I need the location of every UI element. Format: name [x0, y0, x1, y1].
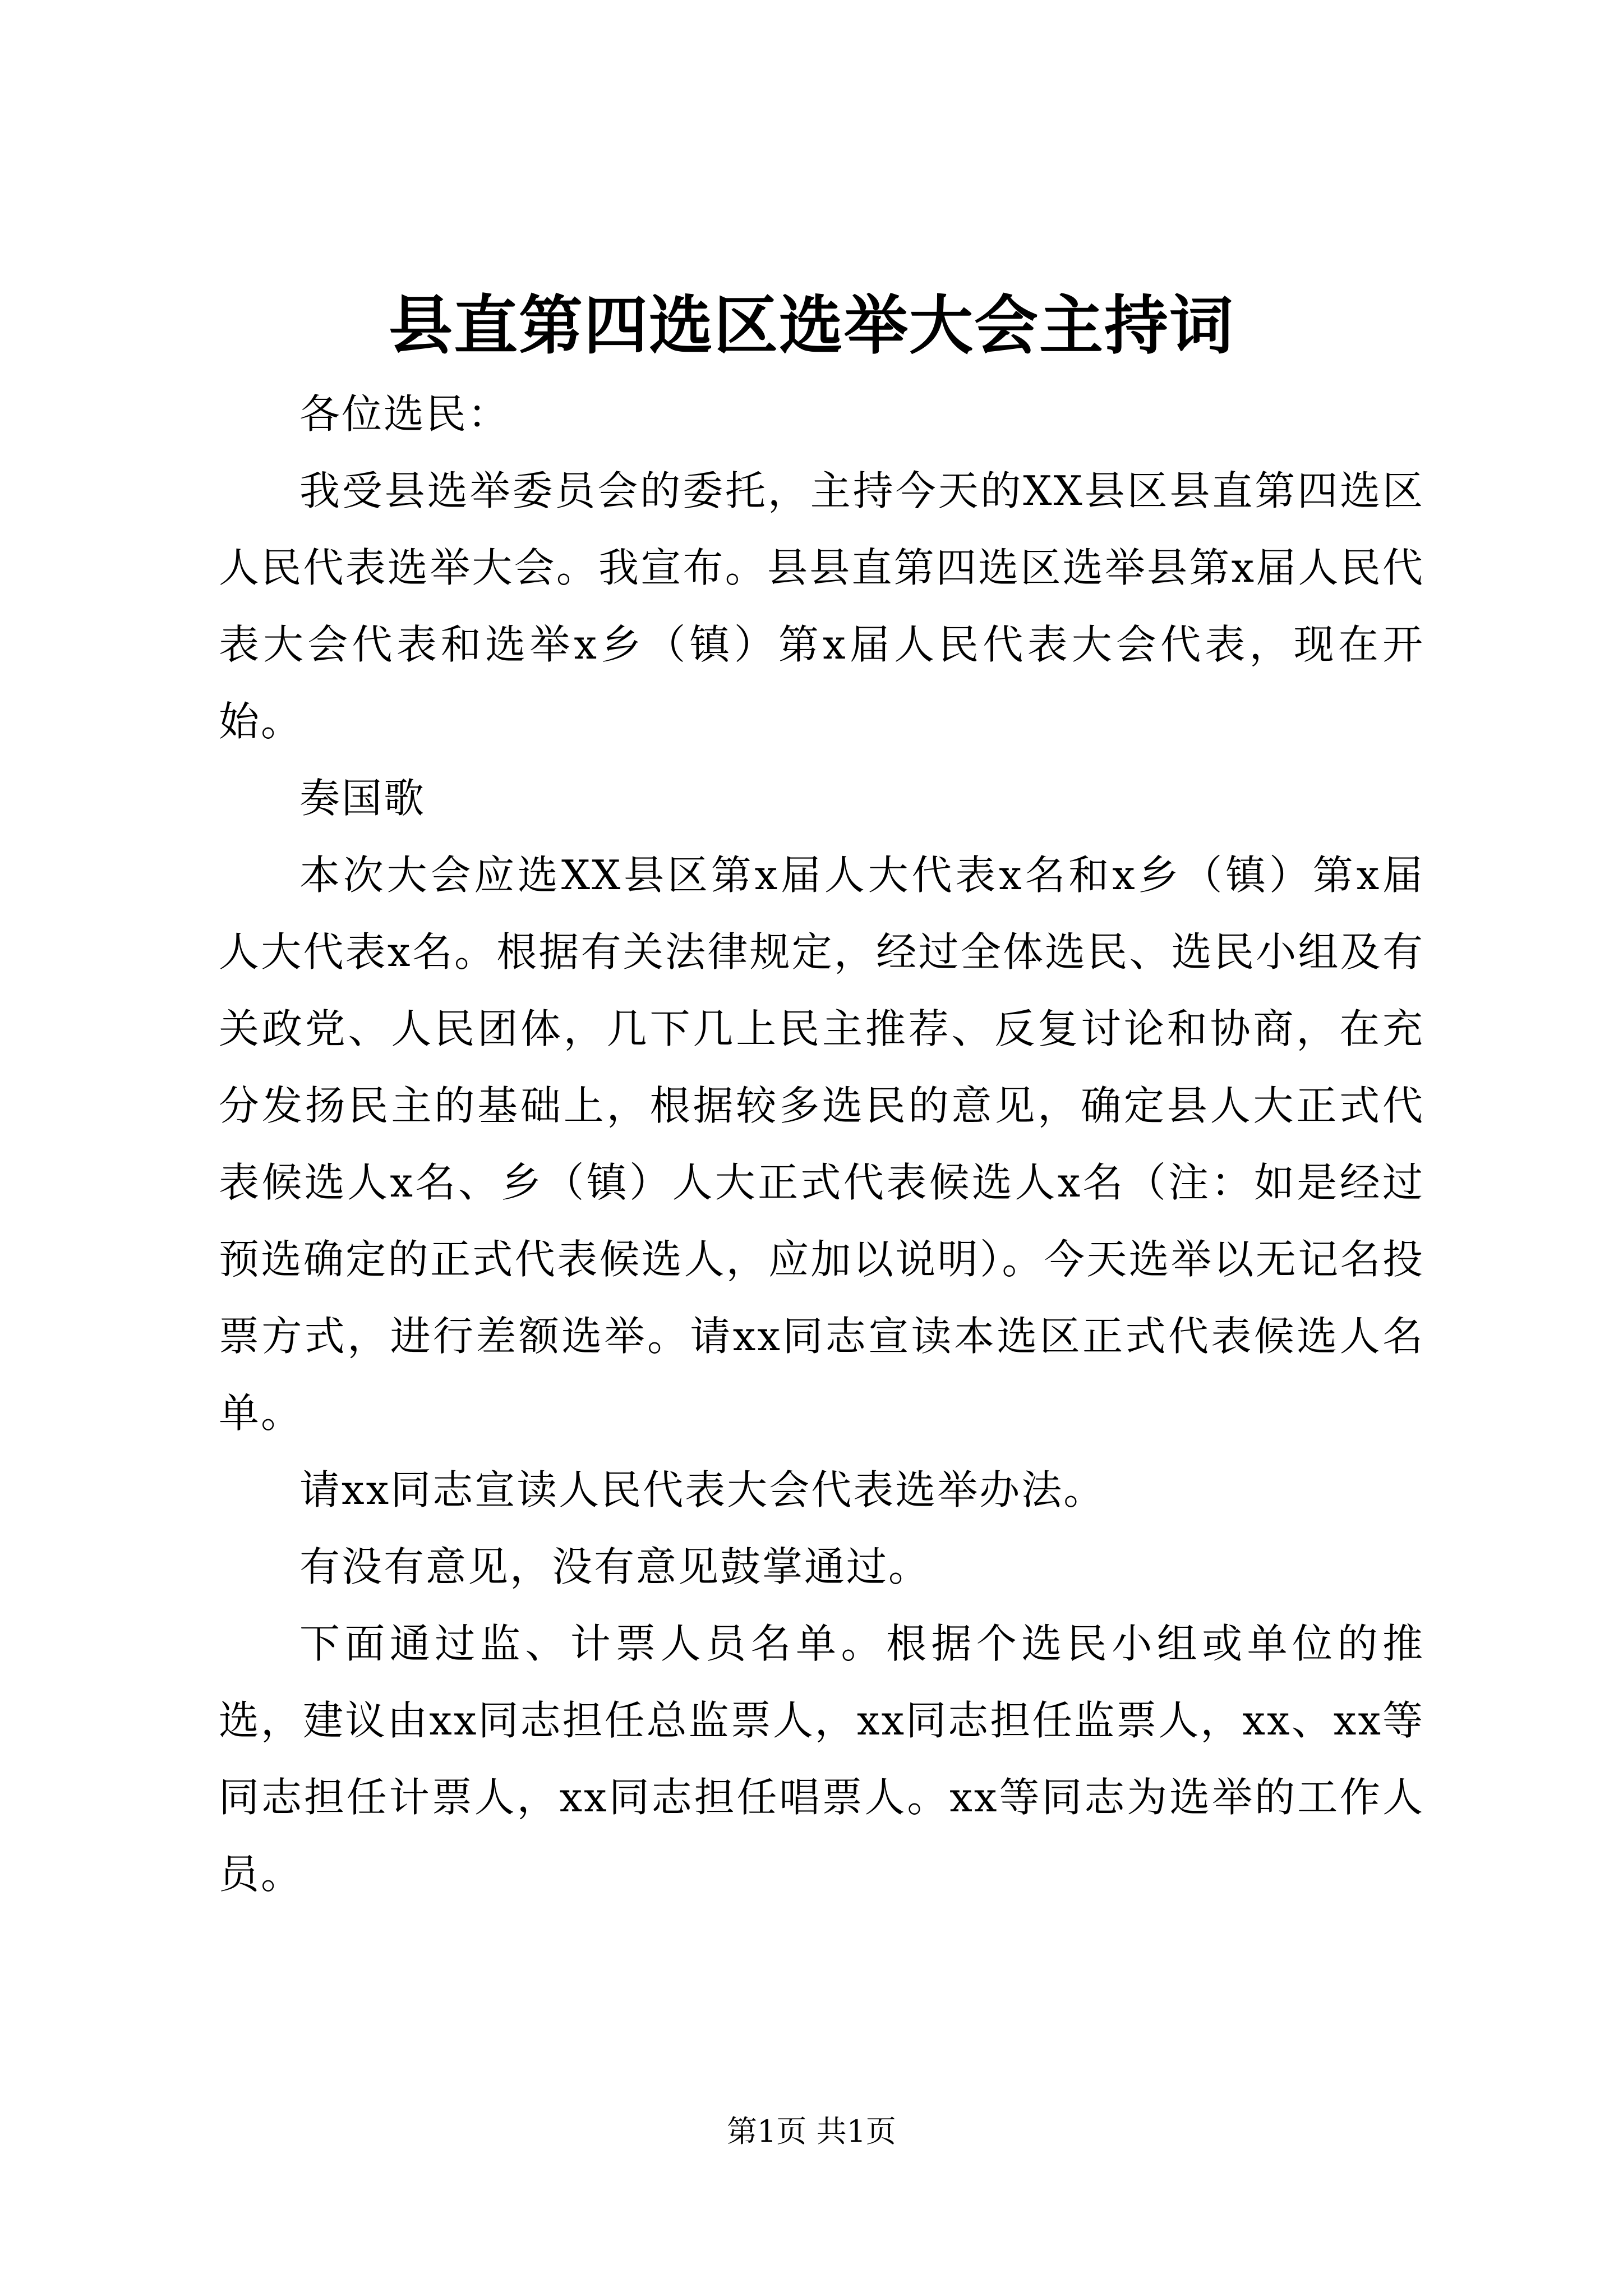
paragraph-approval: 有没有意见，没有意见鼓掌通过。 — [299, 1543, 931, 1590]
paragraph-greeting: 各位选民： — [299, 390, 510, 438]
paragraph-candidates: 本次大会应选XX县区第x届人大代表x名和x乡（镇）第x届人大代表x名。根据有关法律规定，经过全体选民、选民小组及有关政党、人民团体，几下几上民主推荐、反复讨论和协商，在充分发扬民主的基础上，根据较多选民的意见，确定县人大正式代表候选人x名、乡（镇）人大正式代表候选人x名（注：如是经过预选确定的正式代表候选人，应加以说明）。今天选举以无记名投票方式，进行差额选举。请xx同志宣读本选区正式代表候选人名单。 — [219, 852, 1424, 1437]
paragraph-vote-counters: 下面通过监、计票人员名单。根据个选民小组或单位的推选，建议由xx同志担任总监票人，xx同志担任监票人，xx、xx等同志担任计票人，xx同志担任唱票人。xx等同志为选举的工作人员。 — [219, 1620, 1424, 1898]
document-body — [219, 376, 1424, 1913]
document-title: 县直第四选区选举大会主持词 — [388, 288, 1234, 363]
paragraph-opening: 我受县选举委员会的委托，主持今天的XX县区县直第四选区人民代表选举大会。我宣布。县县直第四选区选举县第x届人民代表大会代表和选举x乡（镇）第x届人民代表大会代表，现在开始。 — [219, 467, 1424, 745]
paragraph-anthem: 奏国歌 — [299, 775, 426, 822]
paragraph-election-method: 请xx同志宣读人民代表大会代表选举办法。 — [299, 1466, 1106, 1513]
page-footer: 第1页 共1页 — [727, 2114, 896, 2149]
